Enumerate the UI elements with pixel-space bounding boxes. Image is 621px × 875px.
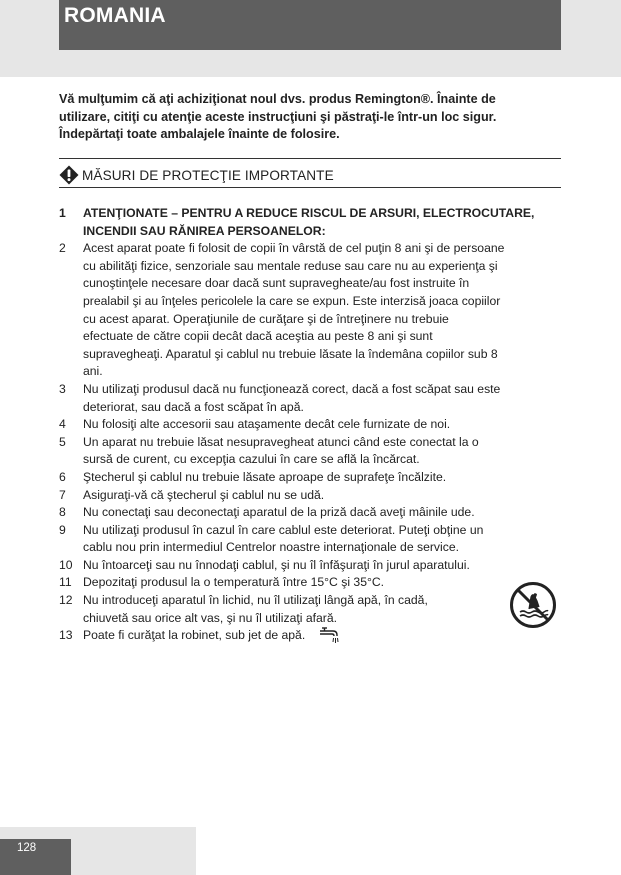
item-number: 13: [59, 628, 73, 643]
header-title-bar: [59, 0, 561, 50]
item-line: Nu conectaţi sau deconectaţi aparatul de la priză dacă aveţi mâinile ude.: [83, 505, 475, 520]
warning-title: MĂSURI DE PROTECŢIE IMPORTANTE: [82, 167, 334, 183]
item-line: efectuate de către copii decât dacă aceştia au peste 8 ani şi sunt: [83, 329, 433, 344]
item-number: 1: [59, 206, 66, 220]
list-item: [59, 504, 561, 522]
intro-line: Vă mulţumim că aţi achiziţionat noul dvs. produs Remington®. Înainte de: [59, 92, 496, 106]
intro-line: utilizare, citiţi cu atenţie aceste instrucţiuni şi păstraţi-le într-un loc sigur.: [59, 109, 497, 124]
list-item: [59, 205, 561, 240]
item-line: ani.: [83, 364, 103, 379]
item-line: Poate fi curăţat la robinet, sub jet de apă.: [83, 628, 306, 643]
item-number: 7: [59, 487, 66, 502]
intro-line: Îndepărtaţi toate ambalajele înainte de folosire.: [59, 127, 340, 141]
item-number: 9: [59, 522, 66, 537]
list-item: [59, 240, 561, 381]
list-item: [59, 522, 561, 557]
no-bath-water-icon: [509, 581, 557, 629]
item-line: INCENDII SAU RĂNIREA PERSOANELOR:: [83, 223, 326, 238]
list-item: [59, 627, 561, 647]
item-line: sursă de curent, cu excepţia cazului în care se află la încărcat.: [83, 452, 420, 467]
item-number: 3: [59, 381, 66, 396]
item-number: 11: [59, 575, 72, 590]
item-line: ATENŢIONATE – PENTRU A REDUCE RISCUL DE ARSURI, ELECTROCUTARE,: [83, 206, 535, 220]
section-divider-top: [59, 158, 561, 159]
item-line: Acest aparat poate fi folosit de copii în vârstă de cel puţin 8 ani şi de persoane: [83, 241, 505, 256]
water-tap-icon: [319, 627, 341, 647]
item-line: cu acest aparat. Operaţiunile de curăţare şi de întreţinere nu trebuie: [83, 311, 449, 326]
warning-heading: [59, 164, 561, 186]
item-line: Nu folosiţi alte accesorii sau ataşamente decât cele furnizate de noi.: [83, 417, 451, 432]
item-line: Nu utilizaţi produsul în cazul în care cablul este deteriorat. Puteţi obţine un: [83, 522, 484, 537]
safety-instructions-list: [59, 205, 561, 647]
list-item: [59, 592, 561, 627]
page-title: ROMANIA: [64, 4, 166, 27]
section-divider-bottom: [59, 187, 561, 188]
item-number: 4: [59, 417, 66, 432]
item-line: cunoştinţele necesare doar dacă sunt supravegheate/au fost instruite în: [83, 276, 470, 291]
item-number: 8: [59, 505, 66, 520]
item-line: Nu întoarceţi sau nu înnodaţi cablul, şi nu îl înfăşuraţi în jurul aparatului.: [83, 557, 470, 572]
list-item: [59, 557, 561, 575]
list-item: [59, 487, 561, 505]
intro-paragraph: [59, 91, 561, 144]
list-item: [59, 381, 561, 416]
list-item: [59, 434, 561, 469]
item-line: cu abilităţi fizice, senzoriale sau mentale reduse sau care nu au experienţa şi: [83, 258, 498, 273]
item-line: Un aparat nu trebuie lăsat nesupravegheat atunci când este conectat la o: [83, 434, 479, 449]
exclamation-diamond-icon: [59, 165, 79, 185]
item-line: chiuvetă sau orice alt vas, şi nu îl utilizaţi afară.: [83, 610, 338, 625]
list-item: [59, 469, 561, 487]
item-number: 6: [59, 469, 66, 484]
item-line: Nu introduceţi aparatul în lichid, nu îl utilizaţi lângă apă, în cadă,: [83, 593, 428, 608]
item-line: prealabil şi au înţeles pericolele la care se expun. Este interzisă joaca copiilor: [83, 293, 501, 308]
item-line: Asiguraţi-vă că ştecherul şi cablul nu se udă.: [83, 487, 325, 502]
item-number: 12: [59, 593, 73, 608]
item-line: Ştecherul şi cablul nu trebuie lăsate aproape de suprafeţe încălzite.: [83, 469, 447, 484]
item-number: 5: [59, 434, 66, 449]
list-item: [59, 574, 561, 592]
item-line: supravegheaţi. Aparatul şi cablul nu trebuie lăsate la îndemâna copiilor sub 8: [83, 346, 498, 361]
page-number: 128: [17, 842, 37, 854]
item-number: 10: [59, 557, 73, 572]
item-line: Depozitaţi produsul la o temperatură între 15°C şi 35°C.: [83, 575, 385, 590]
item-number: 2: [59, 241, 66, 256]
item-line: deteriorat, sau dacă a fost scăpat în apă.: [83, 399, 304, 414]
item-line: cablu nou prin intermediul Centrelor noastre internaţionale de service.: [83, 540, 459, 555]
item-line: Nu utilizaţi produsul dacă nu funcţionează corect, dacă a fost scăpat sau este: [83, 381, 501, 396]
list-item: [59, 416, 561, 434]
